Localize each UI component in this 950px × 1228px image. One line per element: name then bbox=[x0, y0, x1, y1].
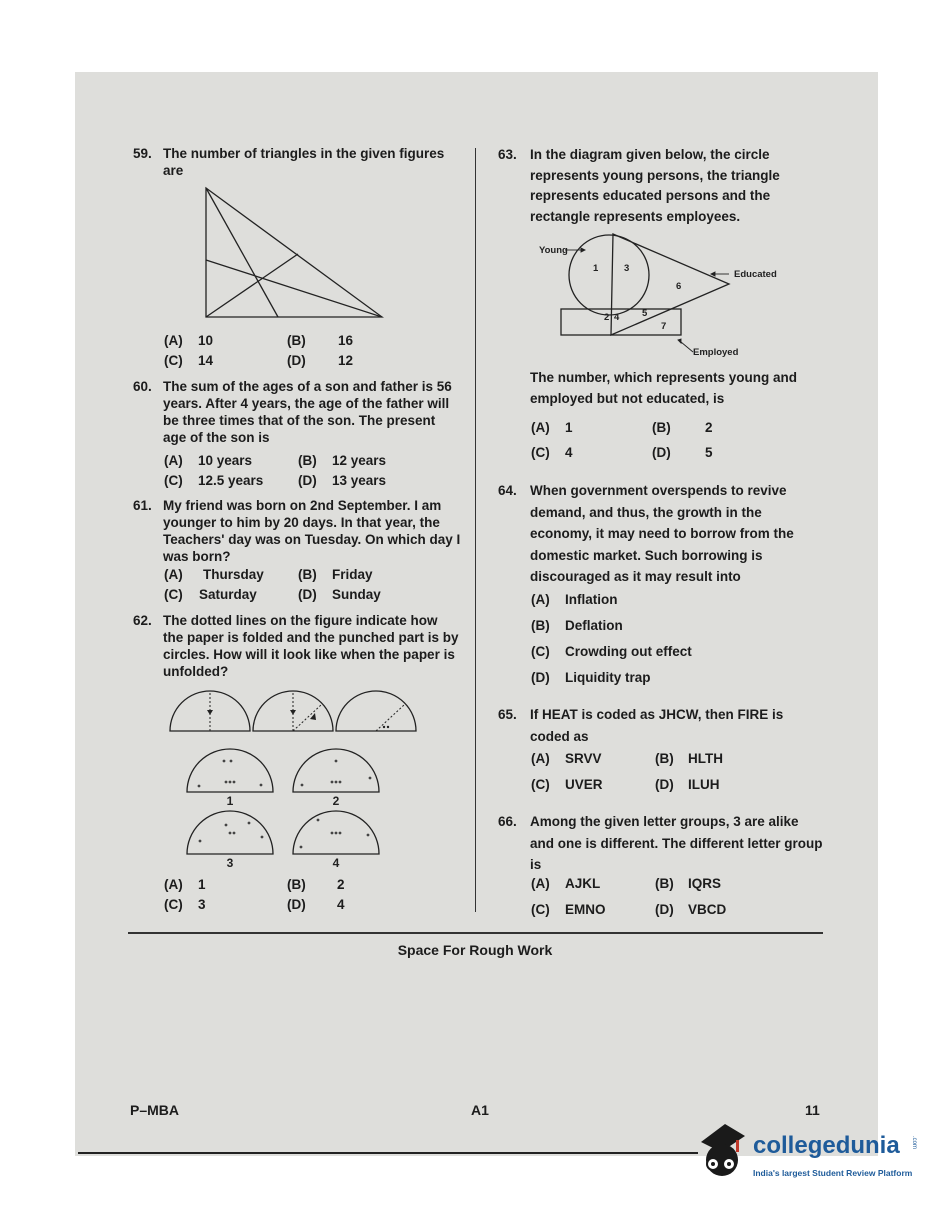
paper-fold-figure bbox=[160, 685, 430, 875]
option-a-value[interactable]: AJKL bbox=[565, 876, 601, 891]
column-divider bbox=[475, 148, 476, 912]
young-label: Young bbox=[539, 245, 568, 256]
footer-set: A1 bbox=[471, 1102, 489, 1118]
option-c-value[interactable]: 12.5 years bbox=[198, 473, 264, 488]
section-divider bbox=[128, 932, 823, 934]
option-d-label[interactable]: (D) bbox=[287, 353, 306, 368]
option-b-label[interactable]: (B) bbox=[298, 453, 317, 468]
question-62-text: The dotted lines on the figure indicate how the paper is folded and the punched part is by circles. How will it look like when the paper is unfolded? bbox=[163, 613, 459, 679]
option-a-value[interactable]: 10 bbox=[198, 333, 214, 348]
rough-work-heading: Space For Rough Work bbox=[397, 942, 553, 958]
logo-wordmark: collegedunia bbox=[753, 1132, 900, 1159]
option-c-label[interactable]: (C) bbox=[164, 473, 183, 488]
option-d-label[interactable]: (D) bbox=[655, 777, 674, 792]
option-d-value[interactable]: VBCD bbox=[688, 902, 727, 917]
option-d-value[interactable]: 5 bbox=[705, 445, 713, 460]
option-a-value[interactable]: Thursday bbox=[203, 567, 264, 582]
option-c-value[interactable]: UVER bbox=[565, 777, 603, 792]
option-b-value[interactable]: 2 bbox=[705, 420, 713, 435]
option-c-value[interactable]: 14 bbox=[198, 353, 214, 368]
option-a-label[interactable]: (A) bbox=[531, 876, 550, 891]
option-a-label[interactable]: (A) bbox=[164, 333, 183, 348]
question-65: 65. If HEAT is coded as JHCW, then FIRE is coded as bbox=[498, 704, 824, 747]
question-66: 66. Among the given letter groups, 3 are alike and one is different. The different letter group is bbox=[498, 811, 824, 876]
option-a-value[interactable]: 10 years bbox=[198, 453, 253, 468]
question-63-text: In the diagram given below, the circle represents young persons, the triangle represents educated persons and the rectangle represents employees. bbox=[530, 147, 780, 224]
employed-label: Employed bbox=[693, 347, 739, 358]
figure-label-2: 2 bbox=[332, 794, 340, 808]
option-d-value[interactable]: 4 bbox=[337, 897, 345, 912]
option-d-value[interactable]: Sunday bbox=[332, 587, 381, 602]
option-c-label[interactable]: (C) bbox=[531, 644, 550, 659]
option-c-value[interactable]: 4 bbox=[565, 445, 573, 460]
region-6: 6 bbox=[676, 281, 682, 292]
question-59-text: The number of triangles in the given figures are bbox=[163, 146, 445, 178]
option-c-label[interactable]: (C) bbox=[531, 902, 550, 917]
question-61-text: My friend was born on 2nd September. I am younger to him by 20 days. In that year, the Teachers' day was on Tuesday. On which day I was born? bbox=[163, 498, 461, 564]
option-b-value[interactable]: IQRS bbox=[688, 876, 722, 891]
question-61: 61. My friend was born on 2nd September. I am younger to him by 20 days. In that year, the Teachers' day was on Tuesday. On which day I was born? bbox=[133, 498, 461, 564]
option-b-value[interactable]: Friday bbox=[332, 567, 373, 582]
option-c-value[interactable]: EMNO bbox=[565, 902, 606, 917]
option-b-value[interactable]: Deflation bbox=[565, 618, 623, 633]
question-63: 63. In the diagram given below, the circle represents young persons, the triangle represents educated persons and the rectangle represents employees. bbox=[498, 145, 824, 227]
option-b-label[interactable]: (B) bbox=[531, 618, 550, 633]
option-a-label[interactable]: (A) bbox=[164, 877, 183, 892]
option-d-label[interactable]: (D) bbox=[298, 473, 317, 488]
option-a-value[interactable]: Inflation bbox=[565, 592, 618, 607]
option-b-label[interactable]: (B) bbox=[652, 420, 671, 435]
option-d-value[interactable]: 12 bbox=[338, 353, 354, 368]
option-c-label[interactable]: (C) bbox=[531, 777, 550, 792]
option-a-value[interactable]: SRVV bbox=[565, 751, 602, 766]
logo-tagline: India's largest Student Review Platform bbox=[753, 1168, 913, 1178]
educated-label: Educated bbox=[734, 269, 777, 280]
option-d-label[interactable]: (D) bbox=[287, 897, 306, 912]
region-7: 7 bbox=[661, 321, 667, 332]
question-62: 62. The dotted lines on the figure indicate how the paper is folded and the punched part is by circles. How will it look like when the paper is unfolded? bbox=[133, 612, 461, 680]
option-a-label[interactable]: (A) bbox=[531, 751, 550, 766]
option-b-label[interactable]: (B) bbox=[287, 877, 306, 892]
venn-diagram bbox=[535, 232, 795, 362]
option-d-value[interactable]: 13 years bbox=[332, 473, 387, 488]
collegedunia-logo[interactable] bbox=[695, 1122, 925, 1192]
footer-code: P–MBA bbox=[130, 1102, 180, 1118]
region-2: 2 bbox=[604, 312, 610, 323]
option-d-value[interactable]: ILUH bbox=[688, 777, 720, 792]
question-59: 59. The number of triangles in the given figures are bbox=[133, 145, 461, 179]
option-a-value[interactable]: 1 bbox=[565, 420, 573, 435]
figure-label-4: 4 bbox=[332, 856, 340, 870]
option-c-label[interactable]: (C) bbox=[164, 897, 183, 912]
option-c-label[interactable]: (C) bbox=[164, 353, 183, 368]
region-5: 5 bbox=[642, 308, 648, 319]
question-60: 60. The sum of the ages of a son and father is 56 years. After 4 years, the age of the father will be three times that of the son. The present age of the son is bbox=[133, 378, 461, 446]
mascot-icon bbox=[695, 1122, 751, 1192]
option-b-label[interactable]: (B) bbox=[287, 333, 306, 348]
option-d-label[interactable]: (D) bbox=[655, 902, 674, 917]
figure-label-1: 1 bbox=[226, 794, 234, 808]
option-b-value[interactable]: 12 years bbox=[332, 453, 387, 468]
page-number: 11 bbox=[805, 1102, 820, 1118]
option-d-label[interactable]: (D) bbox=[298, 587, 317, 602]
option-a-label[interactable]: (A) bbox=[164, 453, 183, 468]
triangle-figure bbox=[200, 184, 390, 324]
option-b-value[interactable]: 2 bbox=[337, 877, 345, 892]
logo-suffix: .com bbox=[911, 1136, 917, 1150]
region-4: 4 bbox=[614, 312, 620, 323]
question-60-text: The sum of the ages of a son and father is 56 years. After 4 years, the age of the father will be three times that of the son. The present age of the son is bbox=[163, 379, 452, 445]
question-65-text: If HEAT is coded as JHCW, then FIRE is coded as bbox=[530, 707, 784, 744]
option-a-label[interactable]: (A) bbox=[164, 567, 183, 582]
footer-line bbox=[78, 1152, 698, 1154]
option-a-label[interactable]: (A) bbox=[531, 592, 550, 607]
figure-label-3: 3 bbox=[226, 856, 234, 870]
option-d-value[interactable]: Liquidity trap bbox=[565, 670, 651, 685]
question-64: 64. When government overspends to revive demand, and thus, the growth in the economy, it may need to borrow from the domestic market. Such borrowing is discouraged as it may result into bbox=[498, 480, 824, 588]
option-a-label[interactable]: (A) bbox=[531, 420, 550, 435]
question-63-ask: The number, which represents young and employed but not educated, is bbox=[530, 370, 798, 406]
region-1: 1 bbox=[593, 263, 599, 274]
option-c-value[interactable]: 3 bbox=[198, 897, 206, 912]
option-b-label[interactable]: (B) bbox=[655, 751, 674, 766]
option-d-label[interactable]: (D) bbox=[531, 670, 550, 685]
option-c-label[interactable]: (C) bbox=[164, 587, 183, 602]
region-3: 3 bbox=[624, 263, 630, 274]
option-c-label[interactable]: (C) bbox=[531, 445, 550, 460]
option-b-label[interactable]: (B) bbox=[298, 567, 317, 582]
option-b-value[interactable]: 16 bbox=[338, 333, 354, 348]
question-64-text: When government overspends to revive demand, and thus, the growth in the economy, it may need to borrow from the domestic market. Such borrowing is discouraged as it may result into bbox=[530, 483, 794, 584]
question-66-text: Among the given letter groups, 3 are alike and one is different. The different letter group is bbox=[530, 814, 823, 872]
option-d-label[interactable]: (D) bbox=[652, 445, 671, 460]
option-a-value[interactable]: 1 bbox=[198, 877, 206, 892]
option-b-value[interactable]: HLTH bbox=[688, 751, 723, 766]
option-c-value[interactable]: Saturday bbox=[199, 587, 257, 602]
option-b-label[interactable]: (B) bbox=[655, 876, 674, 891]
option-c-value[interactable]: Crowding out effect bbox=[565, 644, 692, 659]
